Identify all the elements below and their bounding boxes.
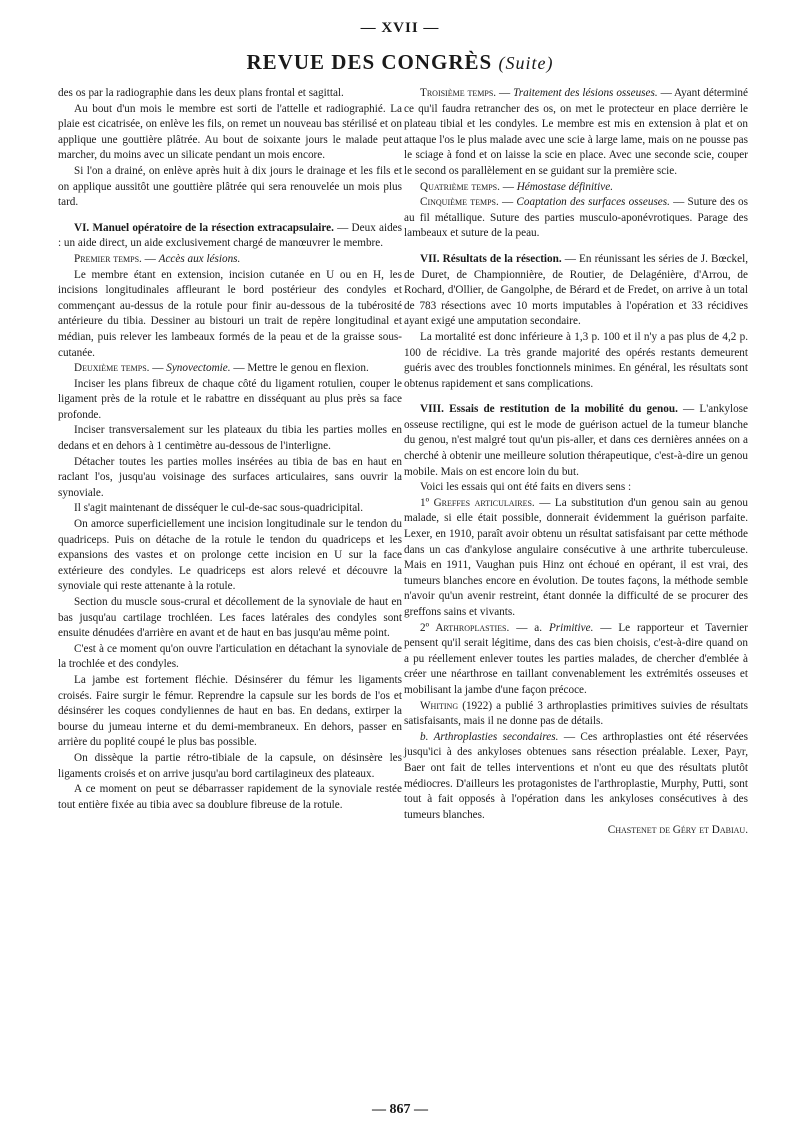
step-text: — Suture des os au fil métallique. Suture des parties musculo-aponévrotiques. Parage des lambeaux et suture de la peau. xyxy=(404,196,749,240)
dash: — xyxy=(149,362,167,375)
section-vii xyxy=(404,252,748,330)
subsection-label: 2º Arthroplasties. xyxy=(420,621,510,634)
step-title: Hémostase définitive. xyxy=(516,180,613,193)
paragraph: des os par la radiographie dans les deux plans frontal et sagittal. xyxy=(58,87,344,99)
dash: — xyxy=(141,252,159,265)
step-title: Coaptation des surfaces osseuses. xyxy=(516,196,670,209)
step-label: Deuxième temps. xyxy=(74,362,150,375)
paragraph: Si l'on a drainé, on enlève après huit à dix jours le drainage et les fils et on applique aussitôt une gouttière plâtrée qui sera renouvelée un mois plus tard. xyxy=(58,164,402,209)
paragraph-text: (1922) a publié 3 arthroplasties primitives suivies de résultats satisfaisants, mais il ne donne pas de détails. xyxy=(404,699,748,728)
paragraph: C'est à ce moment qu'on ouvre l'articulation en détachant la synoviale de la trochlée et des condyles. xyxy=(58,642,402,671)
step-title: Traitement des lésions osseuses. xyxy=(513,87,658,99)
subsection-arthroplasties xyxy=(404,621,748,699)
section-heading: VI. Manuel opératoire de la résection extracapsulaire. xyxy=(74,221,334,234)
paragraph: Inciser transversalement sur les plateaux du tibia les parties molles en dedans et en dehors à 1 centimètre au-dessous de l'interligne. xyxy=(58,424,402,453)
step-title: Synovectomie. xyxy=(166,362,231,375)
page-roman-numeral: — XVII — xyxy=(360,20,440,36)
step-heading xyxy=(404,180,748,196)
step-heading xyxy=(404,86,748,180)
paragraph: On dissèque la partie rétro-tibiale de la capsule, on désinsère les ligaments croisés et on arrive jusqu'au bord cartilagineux des plateaux. xyxy=(58,751,402,780)
paragraph: Inciser les plans fibreux de chaque côté du ligament rotulien, couper le ligament près de la rotule et le rabattre en disséquant au plus près sa face profonde. xyxy=(58,377,402,421)
step-text: — Mettre le genou en flexion. xyxy=(230,362,369,375)
paragraph: On amorce superficiellement une incision longitudinale sur le tendon du quadriceps. Puis on détache de la rotule le tendon du quadriceps et les expansions des vastes et on prolonge cette incision en U sur la face extérieure des condyles. Le quadriceps est alors relevé et découvre la synoviale qui reste attenante à la rotule. xyxy=(58,518,402,593)
signature: Chastenet de Géry et Dabiau. xyxy=(607,824,748,837)
paragraph: Il s'agit maintenant de disséquer le cul-de-sac sous-quadricipital. xyxy=(74,502,364,515)
right-column xyxy=(404,86,748,839)
step-label: Premier temps. xyxy=(74,252,142,265)
subsection-text: — Ces arthroplasties ont été réservées jusqu'ici à des ankyloses obtenues sans résection préalable. Lexer, Payr, Baer ont fait de telles interventions et n'ont eu que des résultats plutôt médiocres. D'ailleurs les protagonistes de l'arthroplastie, Murphy, Putti, sont tout à fait opposés à l'opération dans les ankyloses consécutives à des tumeurs blanches. xyxy=(404,730,748,821)
dash: — a. xyxy=(509,621,549,634)
title-text: REVUE DES CONGRÈS xyxy=(246,50,493,74)
paragraph-whiting xyxy=(404,699,748,730)
page-number: — 867 — xyxy=(372,1102,428,1117)
section-heading: VII. Résultats de la résection. xyxy=(420,252,562,265)
step-label: Cinquième temps. xyxy=(420,196,499,209)
step-heading xyxy=(58,361,402,377)
title-suite: (Suite) xyxy=(498,53,554,73)
page-title xyxy=(0,50,800,75)
author-name: Whiting xyxy=(420,699,459,712)
step-heading xyxy=(404,195,748,242)
section-text: — L'ankylose osseuse rectiligne, qui est le mode de guérison actuel de la tumeur blanche du genou, n'est malgré tout qu'un pis-aller, et dans ces dernières années on a cherché à obtenir une meilleure solution thérapeutique, c'est-à-dire un genou mobile. Mais on est encore loin du but. xyxy=(404,403,748,478)
paragraph: La mortalité est donc inférieure à 1,3 p. 100 et il n'y a pas plus de 4,2 p. 100 de récidive. La très grande majorité des opérés restants demeurent guéris avec des troubles fonctionnels minimes. En général, les résultats sont obtenus rapidement et sans complications. xyxy=(404,330,748,390)
subsection-text: — La substitution d'un genou sain au genou malade, si elle était possible, donnerait évidemment la guérison parfaite. Lexer, en 1910, paraît avoir obtenu un résultat satisfaisant par cette méthode dans un cas d'ankylose angulaire consécutive à une arthrite tuberculeuse. Mais en 1911, Vaughan puis Hinz ont échoué en opérant, il est vrai, des tumeurs blanches encore en évolution. De toutes façons, la méthode semble n'avoir qu'un avenir restreint, étant donnée la difficulté de se procurer des greffons sains et vivants. xyxy=(404,496,748,618)
step-heading xyxy=(58,252,402,268)
paragraph: Section du muscle sous-crural et décollement de la synoviale de haut en bas jusqu'au cartilage trochléen. Les faces latérales des condyles sont ensuite dénudées d'arrière en avant et de haut en bas jusqu'au même point. xyxy=(58,596,402,640)
section-text: — En réunissant les séries de J. Bœckel, de Duret, de Championnière, de Routier, de Delagénière, d'Arrou, de Rochard, d'Ollier, de Gangolphe, de Bérard et de Fredet, on arrive à un total de 783 résections avec 10 morts imputables à l'opération et 33 récidives ayant exigé une amputation secondaire. xyxy=(404,252,748,328)
left-column xyxy=(58,86,402,813)
paragraph: Au bout d'un mois le membre est sorti de l'attelle et radiographié. La plaie est cicatrisée, on enlève les fils, on remet un nouveau bas stérilisé et on applique une gouttière plâtrée. Au bout de soixante jours le malade peut marcher, du moins avec un silicate pendant un mois encore. xyxy=(58,102,402,162)
section-heading: VIII. Essais de restitution de la mobilité du genou. xyxy=(420,403,678,416)
step-label: Troisième temps. xyxy=(420,87,497,99)
paragraph: A ce moment on peut se débarrasser rapidement de la synoviale restée tout entière fixée au tibia avec sa doublure fibreuse de la rotule. xyxy=(58,783,402,811)
subsection-secondaires xyxy=(404,730,748,824)
section-text: — Deux aides : un aide direct, un aide exclusivement chargé de manœuvrer le membre. xyxy=(58,221,402,250)
section-viii xyxy=(404,402,748,480)
subsection-greffes xyxy=(404,496,748,621)
subsection-label: 1º Greffes articulaires. xyxy=(420,496,535,509)
dash: — xyxy=(498,196,517,209)
paragraph: Voici les essais qui ont été faits en divers sens : xyxy=(420,481,632,494)
subsection-title: Primitive. xyxy=(548,621,594,634)
paragraph: Le membre étant en extension, incision cutanée en U ou en H, les incisions longitudinales affleurant le bord postérieur des condyles et commençant au-dessus de la rotule pour finir au-dessous de la tubérosité antérieure du tibia. Dessiner au bistouri un trait de repère longitudinal et médian, puis relever les lambeaux formés de la peau et de la graisse sous-cutanée. xyxy=(58,268,402,359)
dash: — xyxy=(496,87,514,99)
paragraph: La jambe est fortement fléchie. Désinsérer du fémur les ligaments croisés. Faire surgir le fémur. Reprendre la capsule sur les bords de l'os et désinsérer les coques condyliennes de haut en bas. En dedans, extirper la bourse du jumeau interne et du demi-membraneux. En dehors, passer en arrière du poplité coupé le plus bas possible. xyxy=(58,673,402,749)
dash: — xyxy=(499,180,517,193)
subsection-text: — Le rapporteur et Tavernier pensent qu'il serait légitime, dans des cas bien choisis, c'est-à-dire quand on a pu réellement enlever toutes les parties malades, de chercher d'emblée à créer une néarthrose en taillant convenablement les extrémités osseuses et mobilisant la jambe d'une façon précoce. xyxy=(404,621,748,696)
step-text: — Ayant déterminé ce qu'il faudra retrancher des os, on met le protecteur en place derrière le plateau tibial et les condyles. Le membre est mis en extension à plat et on attaque l'os le plus malade avec une scie à large lame, mais on ne pousse pas le sciage à fond et on laisse la scie en place. Avec une seconde scie, couper le second os parallèlement en se guidant sur la première scie. xyxy=(404,87,748,177)
section-vi xyxy=(58,221,402,252)
step-title: Accès aux lésions. xyxy=(158,252,241,265)
paragraph: Détacher toutes les parties molles insérées au tibia de bas en haut en raclant l'os, jusqu'au voisinage des surfaces articulaires, sans ouvrir la synoviale. xyxy=(58,455,402,499)
step-label: Quatrième temps. xyxy=(420,180,500,193)
subsection-title: b. Arthroplasties secondaires. xyxy=(420,730,559,743)
